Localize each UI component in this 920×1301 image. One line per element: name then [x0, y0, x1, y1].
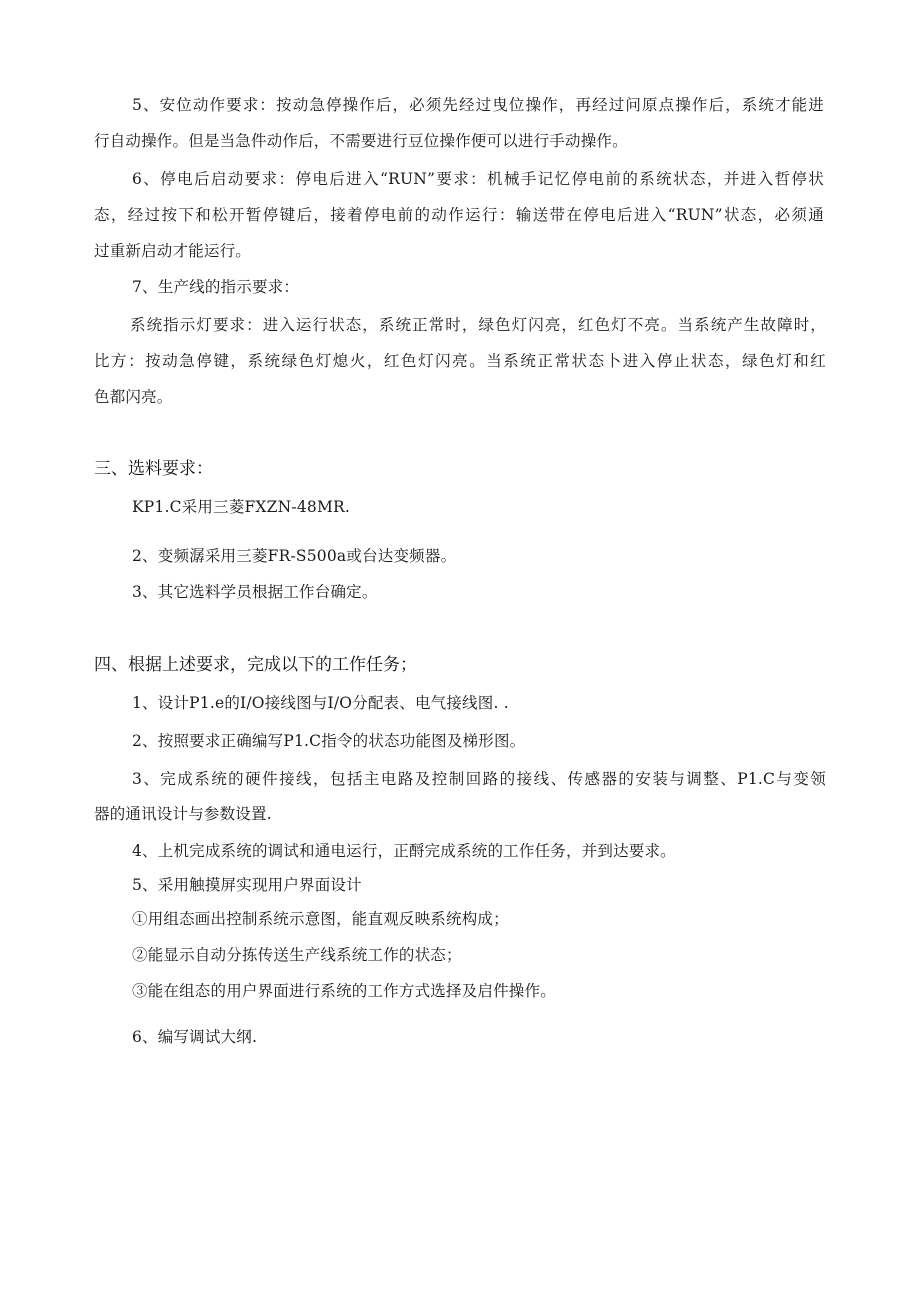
section3-item2: 2、变频潺采用三菱FR-S500a或台达变频器。	[132, 547, 457, 565]
section4-item6: 6、编写调试大纲.	[132, 1028, 258, 1046]
section4-sub3: ③能在组态的用户界面进行系统的工作方式选择及启件操作。	[132, 982, 556, 1000]
section3-item1: KP1.C采用三菱FXZN-48MR.	[132, 498, 351, 516]
req-item7-line2: 比方：按动急停键，系统绿色灯熄火，红色灯闪亮。当系统正常状态卜进入停止状态，绿色灯和红	[94, 352, 826, 370]
section4-item5: 5、采用触摸屏实现用户界面设计	[132, 876, 362, 894]
section4-item4: 4、上机完成系统的调试和通电运行，正酹完成系统的工作任务，并到达要求。	[132, 842, 676, 860]
req-item6-line2: 态，经过按下和松开暂停键后，接着停电前的动作运行：输送带在停电后进入“RUN”状态，必须通	[94, 206, 824, 224]
req-item7-line3: 色都闪亮。	[94, 388, 173, 406]
section4-item3-line2: 器的通讯设计与参数设置.	[94, 805, 272, 823]
req-item7-title: 7、生产线的指示要求：	[132, 278, 300, 296]
section4-item3-line1: 3、完成系统的硬件接线，包括主电路及控制回路的接线、传感器的安装与调整、P1.C与变领	[132, 770, 826, 788]
req-item7-line1: 系统指示灯要求：进入运行状态，系统正常时，绿色灯闪亮，红色灯不亮。当系统产生故障时，	[130, 316, 826, 334]
req-item6-line3: 过重新启动才能运行。	[94, 242, 252, 260]
section4-heading: 四、根据上述要求，完成以下的工作任务；	[94, 655, 417, 675]
section3-heading: 三、选料要求：	[94, 459, 213, 479]
req-item5-line2: 行自动操作。但是当急件动作后，不需要进行豆位操作便可以进行手动操作。	[94, 132, 628, 150]
section4-item1: 1、设计P1.e的I/O接线图与I/O分配表、电气接线图. .	[132, 694, 509, 712]
req-item6-line1: 6、停电后启动要求：停电后进入“RUN”要求：机械手记忆停电前的系统状态，并进入哲停状	[132, 170, 824, 188]
section4-sub2: ②能显示自动分拣传送生产线系统工作的状态；	[132, 946, 462, 964]
section4-sub1: ①用组态画出控制系统示意图，能直观反映系统构成；	[132, 910, 509, 928]
req-item5-line1: 5、安位动作要求：按动急停操作后，必须先经过曳位操作，再经过问原点操作后，系统才能进	[132, 96, 824, 114]
section3-item3: 3、其它选料学员根据工作台确定。	[132, 583, 378, 601]
section4-item2: 2、按照要求正确编写P1.C指令的状态功能图及梯形图。	[132, 732, 526, 750]
